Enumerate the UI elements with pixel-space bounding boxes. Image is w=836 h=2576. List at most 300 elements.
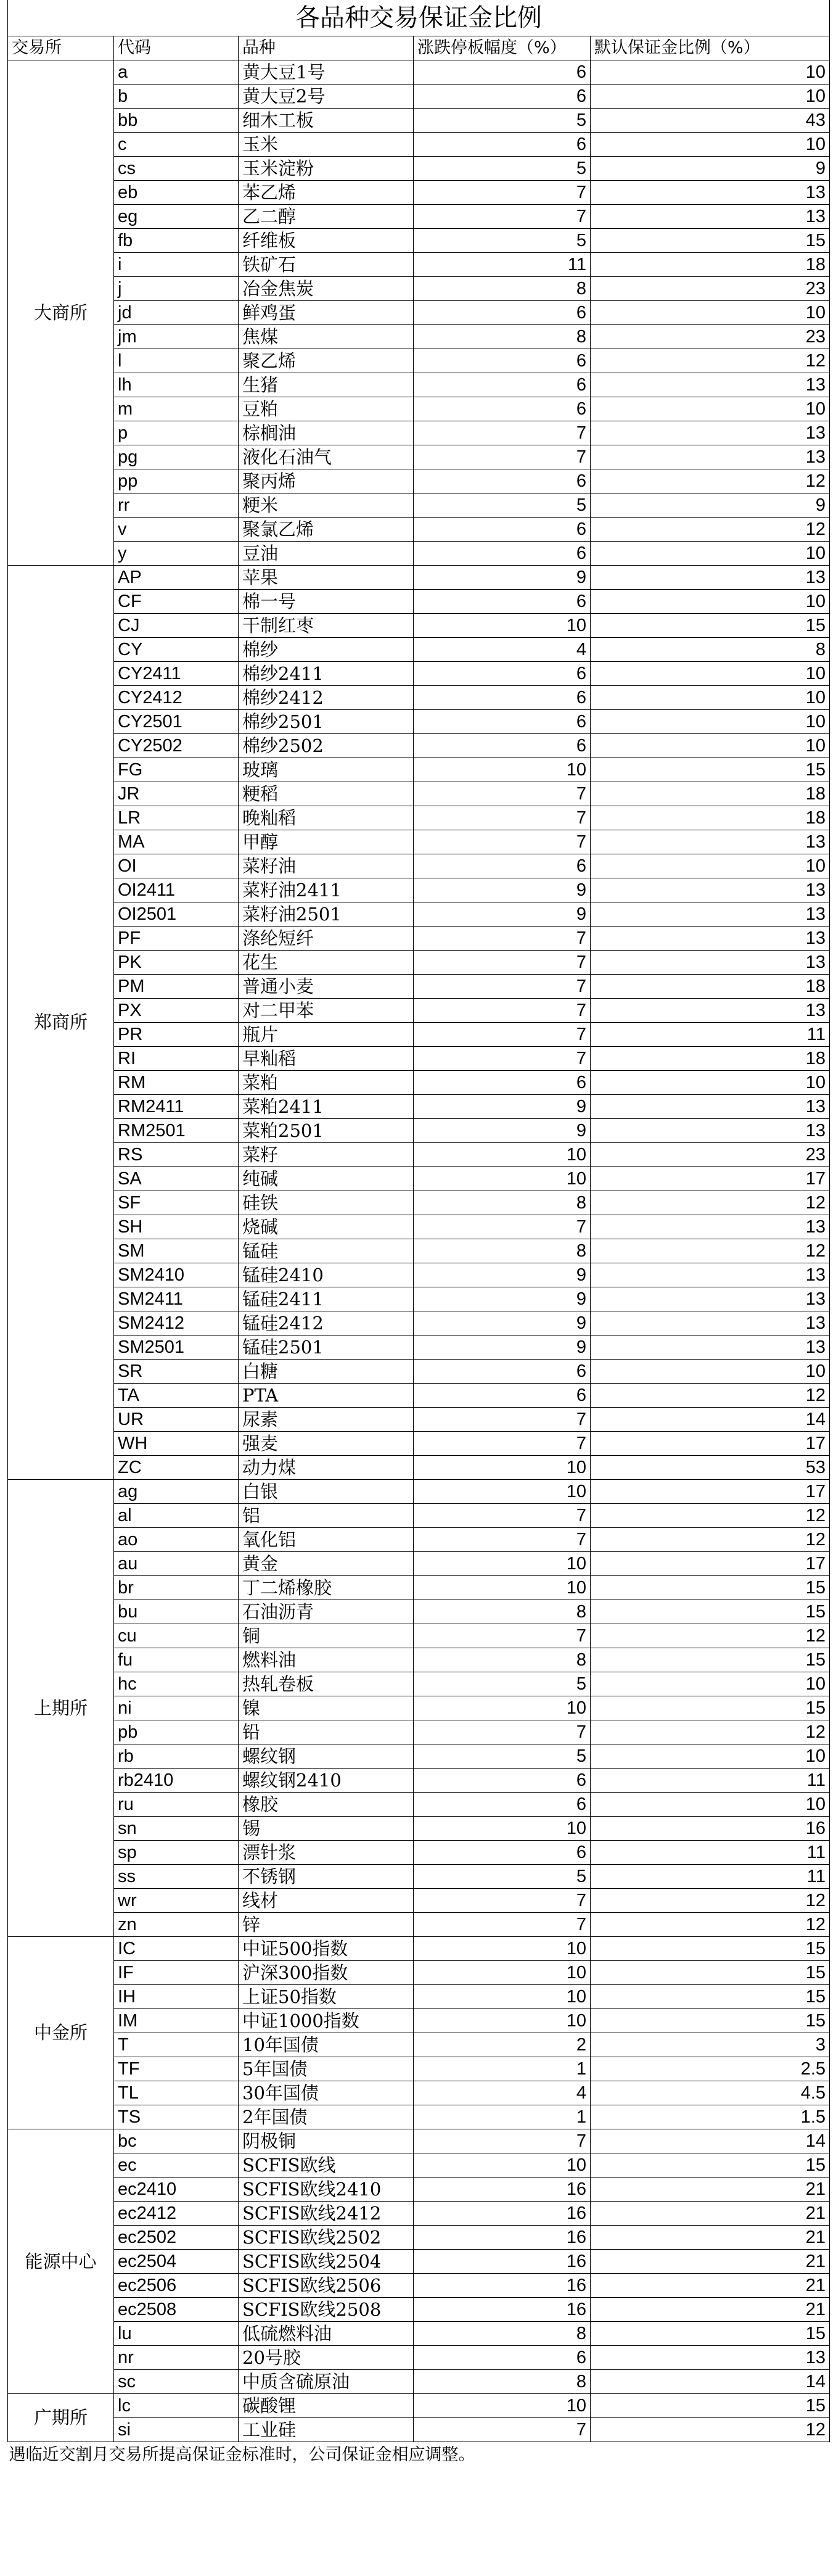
name-cell: 棉纱2411 [239, 661, 414, 685]
margin-cell: 10 [591, 84, 830, 108]
margin-cell: 17 [591, 1431, 830, 1455]
name-cell: 液化石油气 [239, 445, 414, 469]
table-row [8, 2297, 830, 2321]
margin-cell: 13 [591, 1118, 830, 1142]
code-cell: pp [114, 469, 239, 493]
code-cell: TL [114, 2081, 239, 2105]
name-cell: 石油沥青 [239, 1600, 414, 1624]
margin-cell: 14 [591, 1407, 830, 1431]
name-cell: 工业硅 [239, 2417, 414, 2442]
header-limit: 涨跌停板幅度（%） [414, 36, 591, 60]
table-row [8, 1311, 830, 1335]
code-cell: PX [114, 998, 239, 1022]
margin-cell: 18 [591, 782, 830, 806]
table-row [8, 1936, 830, 1960]
limit-cell: 7 [414, 2417, 591, 2442]
table-row [8, 2129, 830, 2153]
name-cell: SCFIS欧线2504 [239, 2249, 414, 2273]
margin-cell: 17 [591, 1479, 830, 1503]
table-row [8, 373, 830, 397]
limit-cell: 10 [414, 2153, 591, 2177]
margin-cell: 21 [591, 2177, 830, 2201]
table-row [8, 782, 830, 806]
margin-cell: 43 [591, 108, 830, 132]
table-row [8, 1335, 830, 1359]
name-cell: 对二甲苯 [239, 998, 414, 1022]
name-cell: 玻璃 [239, 758, 414, 782]
code-cell: RM [114, 1070, 239, 1094]
limit-cell: 6 [414, 541, 591, 565]
margin-cell: 12 [591, 1239, 830, 1263]
margin-cell: 12 [591, 349, 830, 373]
code-cell: TF [114, 2057, 239, 2081]
code-cell: FG [114, 758, 239, 782]
code-cell: WH [114, 1431, 239, 1455]
limit-cell: 8 [414, 1191, 591, 1215]
name-cell: 上证50指数 [239, 1984, 414, 2008]
margin-cell: 4.5 [591, 2081, 830, 2105]
table-row [8, 2033, 830, 2057]
name-cell: 烧碱 [239, 1215, 414, 1239]
code-cell: UR [114, 1407, 239, 1431]
margin-cell: 10 [591, 397, 830, 421]
footnote-row [8, 2442, 830, 2469]
code-cell: MA [114, 830, 239, 854]
table-row [8, 1720, 830, 1744]
margin-cell: 12 [591, 1191, 830, 1215]
code-cell: CJ [114, 613, 239, 637]
limit-cell: 7 [414, 1407, 591, 1431]
table-row [8, 445, 830, 469]
table-row [8, 2225, 830, 2249]
table-row [8, 2417, 830, 2442]
table-row [8, 1744, 830, 1768]
margin-cell: 12 [591, 1624, 830, 1648]
table-row [8, 902, 830, 926]
limit-cell: 10 [414, 1960, 591, 1984]
margin-cell: 10 [591, 685, 830, 709]
margin-cell: 15 [591, 1600, 830, 1624]
limit-cell: 9 [414, 1263, 591, 1287]
limit-cell: 10 [414, 1455, 591, 1479]
margin-cell: 21 [591, 2297, 830, 2321]
code-cell: bb [114, 108, 239, 132]
code-cell: jm [114, 324, 239, 349]
code-cell: rb2410 [114, 1768, 239, 1792]
name-cell: 晚籼稻 [239, 806, 414, 830]
name-cell: 20号胶 [239, 2345, 414, 2369]
name-cell: 沪深300指数 [239, 1960, 414, 1984]
code-cell: wr [114, 1888, 239, 1912]
margin-cell: 9 [591, 156, 830, 180]
margin-cell: 13 [591, 1263, 830, 1287]
name-cell: 丁二烯橡胶 [239, 1575, 414, 1600]
limit-cell: 6 [414, 589, 591, 613]
code-cell: TA [114, 1383, 239, 1407]
table-row [8, 108, 830, 132]
name-cell: 阴极铜 [239, 2129, 414, 2153]
table-row [8, 349, 830, 373]
footnote: 遇临近交割月交易所提高保证金标准时，公司保证金相应调整。 [9, 2445, 475, 2465]
table-row [8, 1191, 830, 1215]
table-row [8, 276, 830, 300]
name-cell: PTA [239, 1383, 414, 1407]
name-cell: 不锈钢 [239, 1864, 414, 1888]
limit-cell: 7 [414, 421, 591, 445]
table-row [8, 1527, 830, 1551]
margin-cell: 13 [591, 180, 830, 204]
name-cell: 苹果 [239, 565, 414, 589]
limit-cell: 9 [414, 902, 591, 926]
table-row [8, 2105, 830, 2129]
margin-cell: 16 [591, 1816, 830, 1840]
name-cell: 30年国债 [239, 2081, 414, 2105]
name-cell: 铁矿石 [239, 252, 414, 276]
name-cell: 镍 [239, 1696, 414, 1720]
limit-cell: 5 [414, 228, 591, 252]
code-cell: zn [114, 1912, 239, 1936]
code-cell: cs [114, 156, 239, 180]
margin-cell: 10 [591, 541, 830, 565]
limit-cell: 7 [414, 1624, 591, 1648]
name-cell: 白糖 [239, 1359, 414, 1383]
table-row [8, 1407, 830, 1431]
margin-cell: 13 [591, 2345, 830, 2369]
name-cell: 橡胶 [239, 1792, 414, 1816]
name-cell: 2年国债 [239, 2105, 414, 2129]
code-cell: CY2502 [114, 733, 239, 758]
limit-cell: 10 [414, 613, 591, 637]
margin-cell: 15 [591, 2153, 830, 2177]
table-row [8, 950, 830, 974]
name-cell: 10年国债 [239, 2033, 414, 2057]
margin-cell: 15 [591, 2008, 830, 2033]
limit-cell: 10 [414, 1479, 591, 1503]
code-cell: RM2501 [114, 1118, 239, 1142]
code-cell: SM2410 [114, 1263, 239, 1287]
name-cell: SCFIS欧线2410 [239, 2177, 414, 2201]
name-cell: 纯碱 [239, 1166, 414, 1191]
header-margin: 默认保证金比例（%） [591, 36, 830, 60]
code-cell: c [114, 132, 239, 156]
code-cell: lc [114, 2393, 239, 2417]
table-row [8, 2201, 830, 2225]
margin-cell: 13 [591, 878, 830, 902]
limit-cell: 7 [414, 1503, 591, 1527]
limit-cell: 10 [414, 758, 591, 782]
table-row [8, 854, 830, 878]
limit-cell: 7 [414, 180, 591, 204]
name-cell: 锡 [239, 1816, 414, 1840]
code-cell: nr [114, 2345, 239, 2369]
code-cell: T [114, 2033, 239, 2057]
limit-cell: 6 [414, 685, 591, 709]
margin-cell: 18 [591, 974, 830, 998]
name-cell: 聚氯乙烯 [239, 517, 414, 541]
code-cell: SM2412 [114, 1311, 239, 1335]
limit-cell: 10 [414, 1696, 591, 1720]
table-row [8, 830, 830, 854]
table-row [8, 974, 830, 998]
margin-cell: 12 [591, 1527, 830, 1551]
table-row [8, 1383, 830, 1407]
limit-cell: 10 [414, 1166, 591, 1191]
code-cell: ec [114, 2153, 239, 2177]
title-row [8, 0, 830, 36]
limit-cell: 9 [414, 878, 591, 902]
margin-cell: 23 [591, 1142, 830, 1166]
code-cell: SF [114, 1191, 239, 1215]
limit-cell: 6 [414, 132, 591, 156]
code-cell: SH [114, 1215, 239, 1239]
limit-cell: 10 [414, 2393, 591, 2417]
name-cell: 菜粕2501 [239, 1118, 414, 1142]
margin-cell: 53 [591, 1455, 830, 1479]
limit-cell: 10 [414, 1142, 591, 1166]
margin-cell: 12 [591, 1720, 830, 1744]
margin-cell: 15 [591, 2393, 830, 2417]
table-row [8, 613, 830, 637]
margin-cell: 13 [591, 1287, 830, 1311]
name-cell: 5年国债 [239, 2057, 414, 2081]
name-cell: 棉纱 [239, 637, 414, 661]
code-cell: ag [114, 1479, 239, 1503]
margin-cell: 15 [591, 1648, 830, 1672]
code-cell: sp [114, 1840, 239, 1864]
table-row [8, 60, 830, 84]
table-row [8, 204, 830, 228]
code-cell: RM2411 [114, 1094, 239, 1118]
code-cell: SM2501 [114, 1335, 239, 1359]
limit-cell: 8 [414, 2321, 591, 2345]
name-cell: 聚丙烯 [239, 469, 414, 493]
code-cell: pg [114, 445, 239, 469]
code-cell: AP [114, 565, 239, 589]
limit-cell: 6 [414, 349, 591, 373]
code-cell: CY2412 [114, 685, 239, 709]
limit-cell: 10 [414, 1816, 591, 1840]
code-cell: lu [114, 2321, 239, 2345]
table-row [8, 2177, 830, 2201]
margin-cell: 18 [591, 1046, 830, 1070]
header-exchange: 交易所 [8, 36, 114, 60]
limit-cell: 1 [414, 2105, 591, 2129]
table-row [8, 661, 830, 685]
name-cell: 玉米淀粉 [239, 156, 414, 180]
name-cell: 锰硅2501 [239, 1335, 414, 1359]
code-cell: y [114, 541, 239, 565]
margin-cell: 13 [591, 830, 830, 854]
name-cell: 棉纱2412 [239, 685, 414, 709]
name-cell: 早籼稻 [239, 1046, 414, 1070]
code-cell: PF [114, 926, 239, 950]
code-cell: SA [114, 1166, 239, 1191]
name-cell: 锰硅2411 [239, 1287, 414, 1311]
code-cell: OI2411 [114, 878, 239, 902]
margin-cell: 12 [591, 1503, 830, 1527]
code-cell: IM [114, 2008, 239, 2033]
margin-cell: 10 [591, 1744, 830, 1768]
code-cell: fu [114, 1648, 239, 1672]
table-row [8, 565, 830, 589]
name-cell: 锌 [239, 1912, 414, 1936]
limit-cell: 10 [414, 1984, 591, 2008]
limit-cell: 8 [414, 276, 591, 300]
name-cell: 低硫燃料油 [239, 2321, 414, 2345]
name-cell: 螺纹钢2410 [239, 1768, 414, 1792]
name-cell: 线材 [239, 1888, 414, 1912]
limit-cell: 6 [414, 733, 591, 758]
name-cell: 焦煤 [239, 324, 414, 349]
name-cell: 乙二醇 [239, 204, 414, 228]
name-cell: 锰硅 [239, 1239, 414, 1263]
margin-cell: 10 [591, 709, 830, 733]
limit-cell: 9 [414, 1118, 591, 1142]
name-cell: 铜 [239, 1624, 414, 1648]
code-cell: ru [114, 1792, 239, 1816]
margin-cell: 13 [591, 565, 830, 589]
code-cell: sn [114, 1816, 239, 1840]
name-cell: 生猪 [239, 373, 414, 397]
name-cell: 铝 [239, 1503, 414, 1527]
table-row [8, 733, 830, 758]
name-cell: 中证1000指数 [239, 2008, 414, 2033]
code-cell: ZC [114, 1455, 239, 1479]
margin-cell: 10 [591, 733, 830, 758]
table-row [8, 300, 830, 324]
code-cell: au [114, 1551, 239, 1575]
table-row [8, 1768, 830, 1792]
margin-cell: 13 [591, 445, 830, 469]
limit-cell: 6 [414, 1070, 591, 1094]
limit-cell: 6 [414, 373, 591, 397]
table-row [8, 2345, 830, 2369]
code-cell: PK [114, 950, 239, 974]
limit-cell: 7 [414, 1527, 591, 1551]
table-row [8, 469, 830, 493]
limit-cell: 5 [414, 108, 591, 132]
limit-cell: 5 [414, 156, 591, 180]
code-cell: j [114, 276, 239, 300]
limit-cell: 10 [414, 1575, 591, 1600]
margin-cell: 9 [591, 493, 830, 517]
code-cell: b [114, 84, 239, 108]
limit-cell: 16 [414, 2273, 591, 2297]
name-cell: 瓶片 [239, 1022, 414, 1046]
limit-cell: 2 [414, 2033, 591, 2057]
limit-cell: 16 [414, 2297, 591, 2321]
limit-cell: 6 [414, 709, 591, 733]
limit-cell: 8 [414, 1648, 591, 1672]
code-cell: l [114, 349, 239, 373]
code-cell: ec2506 [114, 2273, 239, 2297]
code-cell: IH [114, 1984, 239, 2008]
margin-cell: 15 [591, 1575, 830, 1600]
name-cell: 菜籽油 [239, 854, 414, 878]
code-cell: al [114, 1503, 239, 1527]
name-cell: 棕榈油 [239, 421, 414, 445]
table-row [8, 180, 830, 204]
margin-cell: 15 [591, 1936, 830, 1960]
code-cell: CY2411 [114, 661, 239, 685]
limit-cell: 7 [414, 1912, 591, 1936]
name-cell: 棉纱2501 [239, 709, 414, 733]
table-row [8, 517, 830, 541]
margin-cell: 23 [591, 324, 830, 349]
table-row [8, 1022, 830, 1046]
table-row [8, 709, 830, 733]
limit-cell: 7 [414, 1431, 591, 1455]
code-cell: i [114, 252, 239, 276]
limit-cell: 6 [414, 1768, 591, 1792]
code-cell: v [114, 517, 239, 541]
limit-cell: 7 [414, 974, 591, 998]
limit-cell: 7 [414, 782, 591, 806]
exchange-cell: 能源中心 [8, 2129, 114, 2393]
margin-cell: 13 [591, 1094, 830, 1118]
margin-cell: 15 [591, 1960, 830, 1984]
code-cell: TS [114, 2105, 239, 2129]
limit-cell: 6 [414, 517, 591, 541]
code-cell: ec2504 [114, 2249, 239, 2273]
table-row [8, 1648, 830, 1672]
name-cell: 菜籽油2411 [239, 878, 414, 902]
margin-cell: 15 [591, 2321, 830, 2345]
table-row [8, 156, 830, 180]
table-row [8, 1600, 830, 1624]
limit-cell: 7 [414, 1215, 591, 1239]
margin-cell: 15 [591, 228, 830, 252]
margin-table [7, 0, 830, 2469]
limit-cell: 6 [414, 84, 591, 108]
table-row [8, 1287, 830, 1311]
table-row [8, 806, 830, 830]
header-code: 代码 [114, 36, 239, 60]
limit-cell: 7 [414, 1888, 591, 1912]
name-cell: 细木工板 [239, 108, 414, 132]
limit-cell: 9 [414, 565, 591, 589]
table-row [8, 1624, 830, 1648]
margin-cell: 17 [591, 1166, 830, 1191]
table-row [8, 228, 830, 252]
table-row [8, 1142, 830, 1166]
name-cell: 粳米 [239, 493, 414, 517]
code-cell: ec2502 [114, 2225, 239, 2249]
name-cell: 纤维板 [239, 228, 414, 252]
name-cell: SCFIS欧线 [239, 2153, 414, 2177]
name-cell: 干制红枣 [239, 613, 414, 637]
margin-cell: 10 [591, 854, 830, 878]
margin-cell: 12 [591, 469, 830, 493]
limit-cell: 7 [414, 926, 591, 950]
margin-cell: 10 [591, 1792, 830, 1816]
limit-cell: 10 [414, 1551, 591, 1575]
table-row [8, 1359, 830, 1383]
code-cell: bc [114, 2129, 239, 2153]
code-cell: CF [114, 589, 239, 613]
limit-cell: 9 [414, 1094, 591, 1118]
table-row [8, 1816, 830, 1840]
name-cell: 尿素 [239, 1407, 414, 1431]
margin-cell: 21 [591, 2273, 830, 2297]
table-row [8, 878, 830, 902]
table-row [8, 1215, 830, 1239]
header-row [8, 36, 830, 60]
table-row [8, 1479, 830, 1503]
limit-cell: 9 [414, 1287, 591, 1311]
name-cell: 普通小麦 [239, 974, 414, 998]
limit-cell: 8 [414, 2369, 591, 2393]
